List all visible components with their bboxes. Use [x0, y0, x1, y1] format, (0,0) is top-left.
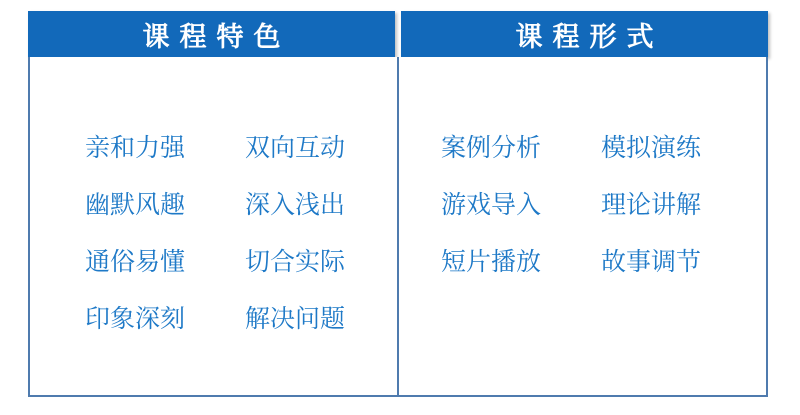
table-header-row [28, 11, 768, 57]
column-header-course-format [401, 11, 768, 57]
table-row [399, 117, 766, 174]
format-item: 游戏导入 [441, 191, 542, 219]
format-item: 短片播放 [441, 248, 542, 276]
feature-item: 亲和力强 [85, 134, 186, 162]
feature-item: 幽默风趣 [85, 191, 186, 219]
course-features-cell [30, 57, 399, 395]
table-row [399, 231, 766, 288]
table-row [30, 231, 397, 288]
feature-item: 解决问题 [245, 305, 346, 333]
format-item: 故事调节 [601, 248, 702, 276]
table-row [30, 117, 397, 174]
column-header-label: 课程形式 [515, 21, 664, 52]
feature-item: 通俗易懂 [85, 248, 186, 276]
column-header-course-features [28, 11, 395, 57]
feature-item: 印象深刻 [85, 305, 186, 333]
table-body [28, 57, 768, 397]
format-item: 案例分析 [441, 134, 542, 162]
table-row [399, 174, 766, 231]
table-row [30, 174, 397, 231]
format-item: 模拟演练 [601, 134, 702, 162]
format-item: 理论讲解 [601, 191, 702, 219]
feature-item: 切合实际 [245, 248, 346, 276]
feature-item: 深入浅出 [245, 191, 346, 219]
table-row [30, 288, 397, 345]
column-header-label: 课程特色 [142, 21, 291, 52]
feature-item: 双向互动 [245, 134, 346, 162]
comparison-table [28, 11, 768, 397]
course-format-cell [399, 57, 766, 395]
